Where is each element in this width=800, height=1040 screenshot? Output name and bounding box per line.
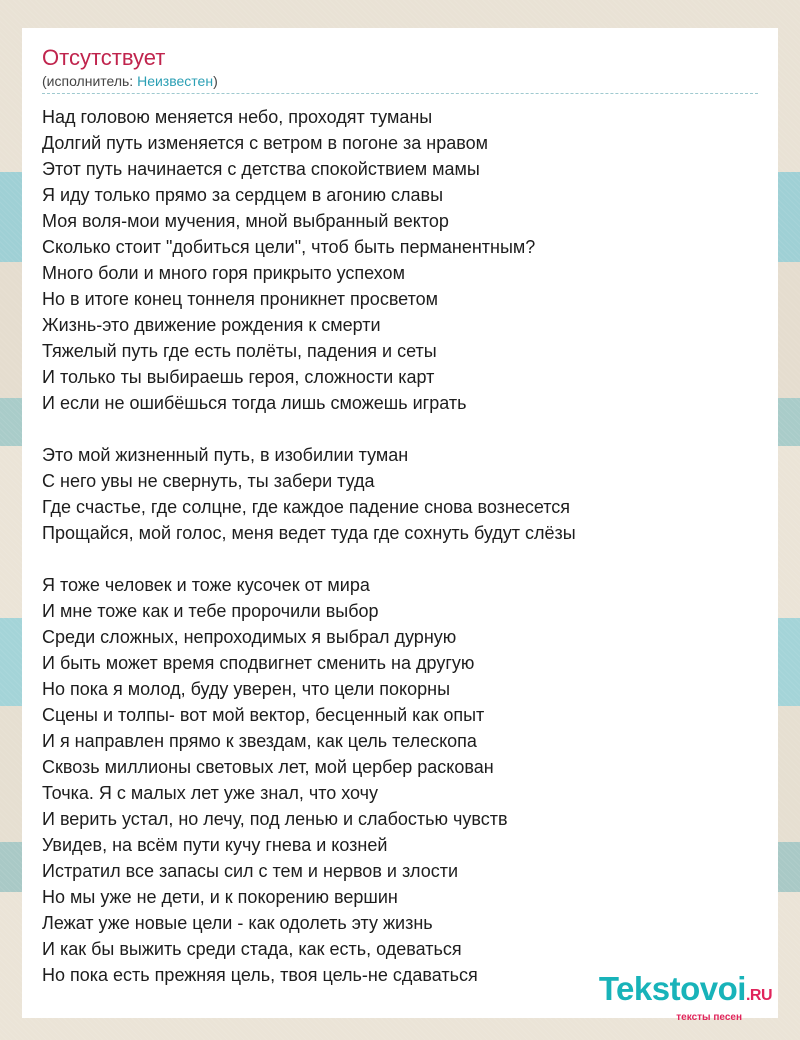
lyric-line: Я иду только прямо за сердцем в агонию славы — [42, 185, 444, 205]
performer-prefix: (исполнитель: — [42, 73, 138, 89]
lyric-line: Увидев, на всём пути кучу гнева и козней — [42, 835, 388, 855]
lyric-line: Точка. Я с малых лет уже знал, что хочу — [42, 783, 379, 803]
lyric-line: Но пока есть прежняя цель, твоя цель-не сдаваться — [42, 965, 478, 985]
lyric-line: Прощайся, мой голос, меня ведет туда где сохнуть будут слёзы — [42, 523, 576, 543]
lyric-line: И я направлен прямо к звездам, как цель телескопа — [42, 731, 477, 751]
lyric-line: Но в итоге конец тоннеля проникнет просветом — [42, 289, 439, 309]
song-card — [22, 28, 778, 1018]
performer-suffix: ) — [213, 73, 218, 89]
song-title: Отсутствует — [42, 45, 166, 70]
lyrics-stanza — [42, 104, 758, 416]
lyric-line: Среди сложных, непроходимых я выбрал дурную — [42, 627, 457, 647]
lyrics-stanza — [42, 442, 758, 546]
lyric-line: Над головою меняется небо, проходят туманы — [42, 107, 433, 127]
lyric-line: Это мой жизненный путь, в изобилии туман — [42, 445, 409, 465]
site-logo[interactable] — [599, 972, 772, 1023]
lyrics-body — [42, 104, 758, 988]
lyric-line: Много боли и много горя прикрыто успехом — [42, 263, 405, 283]
lyric-line: Тяжелый путь где есть полёты, падения и сеты — [42, 341, 437, 361]
lyric-line: И если не ошибёшься тогда лишь сможешь играть — [42, 393, 467, 413]
logo-wordmark — [599, 972, 772, 1013]
lyric-line: Истратил все запасы сил с тем и нервов и злости — [42, 861, 459, 881]
performer-line — [42, 72, 758, 94]
lyrics-stanza — [42, 572, 758, 988]
lyric-line: Сквозь миллионы световых лет, мой цербер раскован — [42, 757, 494, 777]
lyric-line: И только ты выбираешь героя, сложности карт — [42, 367, 435, 387]
lyric-line: И верить устал, но лечу, под ленью и слабостью чувств — [42, 809, 508, 829]
logo-tagline: тексты песен — [676, 1012, 742, 1023]
lyric-line: И как бы выжить среди стада, как есть, одеваться — [42, 939, 462, 959]
performer-link[interactable]: Неизвестен — [137, 73, 214, 89]
lyric-line: Но пока я молод, буду уверен, что цели покорны — [42, 679, 451, 699]
lyric-line: Этот путь начинается с детства спокойствием мамы — [42, 159, 480, 179]
logo-tld: .RU — [745, 987, 772, 1004]
lyric-line: Я тоже человек и тоже кусочек от мира — [42, 575, 370, 595]
logo-name: Tekstovoi — [598, 970, 746, 1007]
lyric-line: И быть может время сподвигнет сменить на другую — [42, 653, 475, 673]
lyric-line: Лежат уже новые цели - как одолеть эту жизнь — [42, 913, 433, 933]
lyric-line: С него увы не свернуть, ты забери туда — [42, 471, 375, 491]
lyric-line: И мне тоже как и тебе пророчили выбор — [42, 601, 379, 621]
lyric-line: Моя воля-мои мучения, мной выбранный вектор — [42, 211, 449, 231]
lyric-line: Жизнь-это движение рождения к смерти — [42, 315, 381, 335]
lyric-line: Но мы уже не дети, и к покорению вершин — [42, 887, 398, 907]
lyric-line: Долгий путь изменяется с ветром в погоне за нравом — [42, 133, 488, 153]
lyric-line: Сцены и толпы- вот мой вектор, бесценный как опыт — [42, 705, 485, 725]
lyric-line: Где счастье, где солцне, где каждое падение снова вознесется — [42, 497, 571, 517]
lyric-line: Сколько стоит "добиться цели", чтоб быть перманентным? — [42, 237, 536, 257]
